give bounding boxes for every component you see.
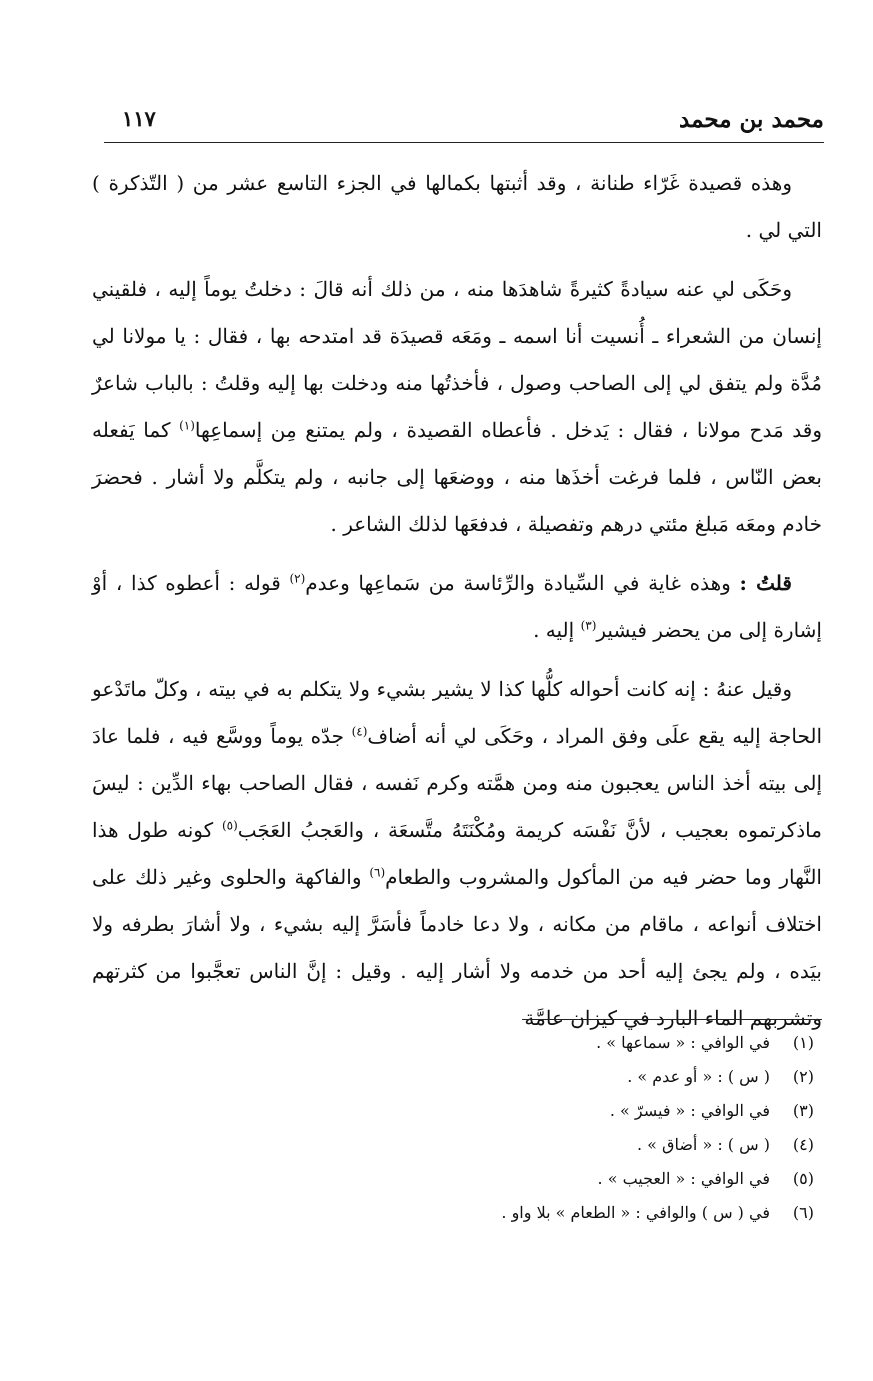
paragraph-1-text: وهذه قصيدة غَرّاء طنانة ، وقد أثبتها بكمالها في الجزء التاسع عشر من ( التّذكرة ) التي لي . bbox=[92, 171, 822, 242]
footnote-marker-2: (٢) bbox=[289, 571, 306, 586]
footnote-number: (٣) bbox=[792, 1101, 814, 1120]
running-title: محمد بن محمد bbox=[679, 106, 824, 133]
paragraph-4-text-b: جدّه يوماً ووسَّع فيه ، فلما عادَ إلى بيته أخذ الناس يعجبون منه ومن همَّته وكرم نَفسه ، فقال الصاحب بهاء الدِّين : ليسَ ماذكرتموه بعجيب ، لأنَّ نَفْسَه كريمة ومُكْنَتَهُ متَّسعَة ، والعَجبُ العَجَب bbox=[92, 724, 822, 842]
footnote-item bbox=[300, 1128, 822, 1162]
footnote-number: (٦) bbox=[792, 1203, 814, 1222]
footnote-item bbox=[300, 1196, 822, 1230]
footnotes-list bbox=[300, 1026, 822, 1230]
footnote-text: في الوافي : « فيسرّ » . bbox=[609, 1101, 770, 1120]
footnote-marker-6: (٦) bbox=[369, 865, 386, 880]
footnote-number: (١) bbox=[792, 1033, 814, 1052]
header-divider bbox=[104, 142, 824, 143]
footnote-divider bbox=[522, 1019, 822, 1020]
footnote-item bbox=[300, 1026, 822, 1060]
footnote-number: (٤) bbox=[792, 1135, 814, 1154]
paragraph-4-text-d: والفاكهة والحلوى وغير ذلك على اختلاف أنواعه ، ماقام من مكانه ، ولا دعا خادماً فأسَرَّ إليه بشيء ، ولا أشارَ بطرفه ولا بيَده ، ولم يجئ إليه أحد من خدمه ولا أشار إليه . وقيل : إنَّ الناس تعجَّبوا من كثرتهم وتشربهم الماء البارد في كيزان عامَّة bbox=[92, 865, 822, 1030]
paragraph-2 bbox=[92, 266, 822, 548]
footnote-marker-5: (٥) bbox=[221, 818, 238, 833]
footnote-marker-1: (١) bbox=[179, 418, 195, 433]
paragraph-2-text-b: كما يَفعله بعض النّاس ، فلما فرغت أخذَها منه ، ووضعَها إلى جانبه ، ولم يتكلَّم ولا أشار . فحضرَ خادم ومعَه مَبلغ مئتي درهم وتفصيلة ، فدفعَها لذلك الشاعر . bbox=[92, 418, 822, 536]
paragraph-4 bbox=[92, 666, 822, 1042]
footnote-number: (٢) bbox=[792, 1067, 814, 1086]
footnote-item bbox=[300, 1094, 822, 1128]
paragraph-3-text-b: قوله : أعطوه كذا ، أوْ إشارة إلى من يحضر فيشير bbox=[92, 571, 822, 642]
paragraph-3-text-c: إليه . bbox=[533, 618, 581, 642]
footnote-text: في ( س ) والوافي : « الطعام » بلا واو . bbox=[501, 1203, 770, 1222]
footnote-text: ( س ) : « أو عدم » . bbox=[627, 1067, 770, 1086]
footnote-number: (٥) bbox=[792, 1169, 814, 1188]
footnote-text: في الوافي : « سماعها » . bbox=[596, 1033, 770, 1052]
page-number: ١١٧ bbox=[122, 106, 156, 131]
footnote-marker-3: (٣) bbox=[580, 618, 597, 633]
page-header bbox=[104, 96, 824, 142]
paragraph-3-text-a: وهذه غاية في السِّيادة والرِّئاسة من سَماعِها وعدم bbox=[305, 571, 740, 595]
footnote-item bbox=[300, 1162, 822, 1196]
paragraph-3 bbox=[92, 560, 822, 654]
footnote-text: ( س ) : « أضاق » . bbox=[637, 1135, 770, 1154]
paragraph-2-text-a: وحَكَى لي عنه سيادةً كثيرةً شاهدَها منه ، من ذلك أنه قالَ : دخلتُ يوماً إليه ، فلقيني إنسان من الشعراء ـ أُنسيت أنا اسمه ـ ومَعَه قصيدَة قد امتدحه بها ، فقال : يا مولانا لي مُدَّة ولم يتفق لي إلى الصاحب وصول ، فأخذتُها منه ودخلت بها إليه وقلتُ : بالباب شاعرٌ وقد مَدح مولانا ، فقال : يَدخل . فأعطاه القصيدة ، ولم يمتنع مِن إسماعِها bbox=[92, 277, 822, 442]
main-text bbox=[92, 160, 822, 1042]
footnote-marker-4: (٤) bbox=[351, 724, 368, 739]
paragraph-3-lead: قلتُ : bbox=[739, 571, 792, 595]
paragraph-1 bbox=[92, 160, 822, 254]
paragraph-4-text-c: كونه طول هذا النَّهار وما حضر فيه من المأكول والمشروب والطعام bbox=[92, 818, 822, 889]
paragraph-4-text-a: وقيل عنهُ : إنه كانت أحواله كلُّها كذا لا يشير بشيء ولا يتكلم به في بيته ، وكلّ ماتَدْعو الحاجة إليه يقع علَى وفق المراد ، وحَكَى لي أنه أضاف bbox=[92, 677, 823, 748]
footnote-text: في الوافي : « العجيب » . bbox=[597, 1169, 770, 1188]
footnote-item bbox=[300, 1060, 822, 1094]
